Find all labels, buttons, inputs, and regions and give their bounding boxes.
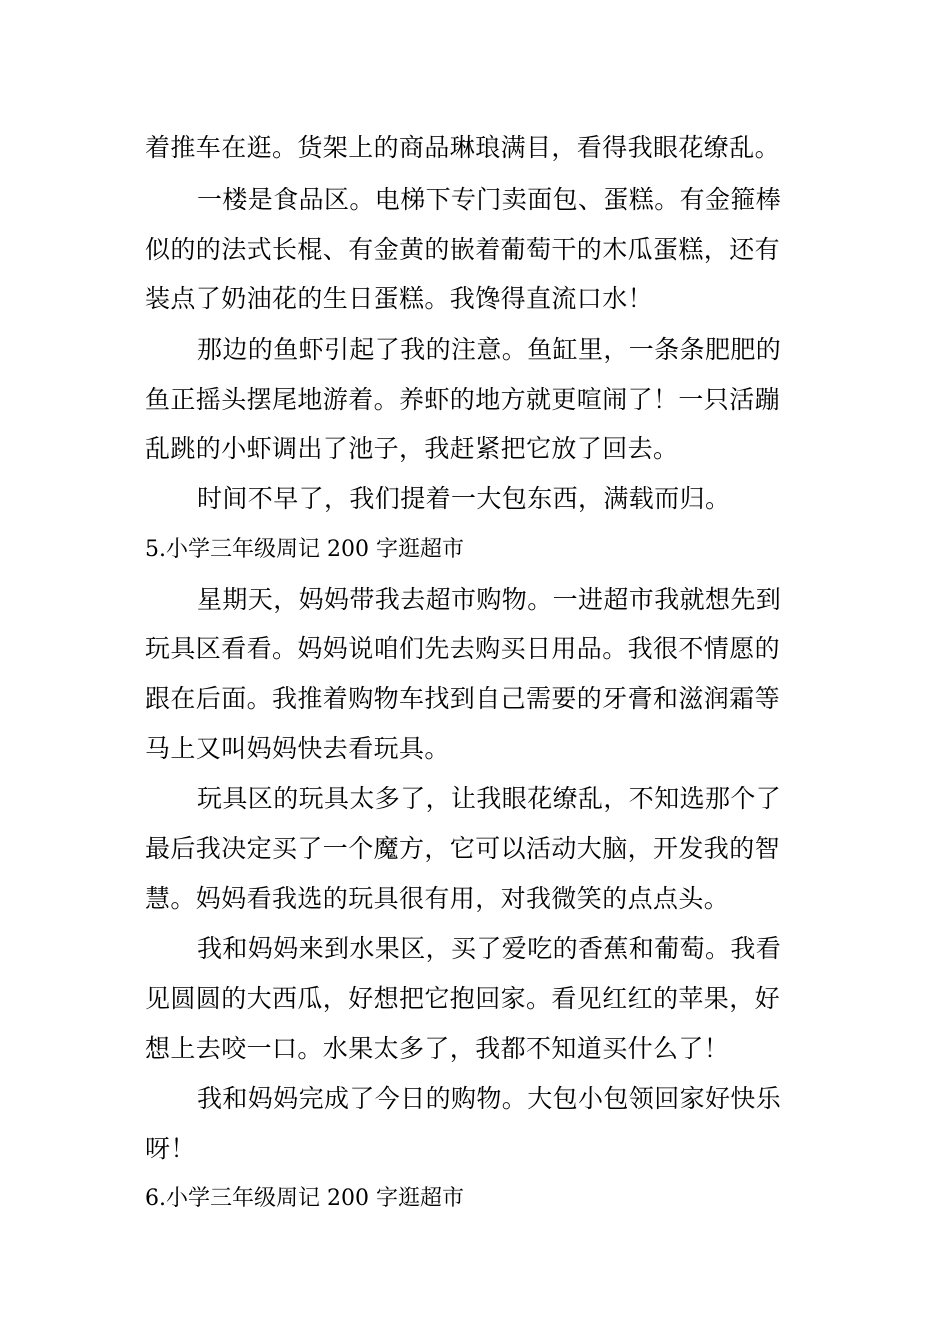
paragraph-line: 呀！ [145, 1134, 196, 1163]
paragraph-line: 想上去咬一口。水果太多了，我都不知道买什么了！ [145, 1034, 730, 1063]
paragraph-line: 最后我决定买了一个魔方，它可以活动大脑，开发我的智 [145, 834, 781, 863]
paragraph-line: 马上又叫妈妈快去看玩具。 [145, 734, 450, 763]
paragraph-line: 我和妈妈完成了今日的购物。大包小包领回家好快乐 [197, 1084, 782, 1113]
paragraph-line: 慧。妈妈看我选的玩具很有用，对我微笑的点点头。 [145, 884, 730, 913]
section-heading: 6.小学三年级周记 200 字逛超市 [145, 1186, 464, 1211]
paragraph-line: 见圆圆的大西瓜，好想把它抱回家。看见红红的苹果，好 [145, 984, 781, 1013]
paragraph-line: 星期天，妈妈带我去超市购物。一进超市我就想先到 [197, 585, 782, 614]
paragraph-line: 乱跳的小虾调出了池子，我赶紧把它放了回去。 [145, 434, 679, 463]
paragraph-line: 玩具区看看。妈妈说咱们先去购买日用品。我很不情愿的 [145, 634, 781, 663]
paragraph-line: 我和妈妈来到水果区，买了爱吃的香蕉和葡萄。我看 [197, 934, 782, 963]
section-heading: 5.小学三年级周记 200 字逛超市 [145, 537, 464, 562]
paragraph-line: 时间不早了，我们提着一大包东西，满载而归。 [197, 484, 731, 513]
paragraph-line: 装点了奶油花的生日蛋糕。我馋得直流口水！ [145, 284, 654, 313]
paragraph-line: 那边的鱼虾引起了我的注意。鱼缸里，一条条肥肥的 [197, 335, 782, 364]
paragraph-line: 跟在后面。我推着购物车找到自己需要的牙膏和滋润霜等 [145, 684, 781, 713]
paragraph-line: 玩具区的玩具太多了，让我眼花缭乱，不知选那个了 [197, 784, 782, 813]
paragraph-line: 着推车在逛。货架上的商品琳琅满目，看得我眼花缭乱。 [145, 133, 781, 162]
paragraph-line: 鱼正摇头摆尾地游着。养虾的地方就更喧闹了！一只活蹦 [145, 385, 781, 414]
paragraph-line: 一楼是食品区。电梯下专门卖面包、蛋糕。有金箍棒 [197, 185, 782, 214]
paragraph-line: 似的的法式长棍、有金黄的嵌着葡萄干的木瓜蛋糕，还有 [145, 235, 781, 264]
